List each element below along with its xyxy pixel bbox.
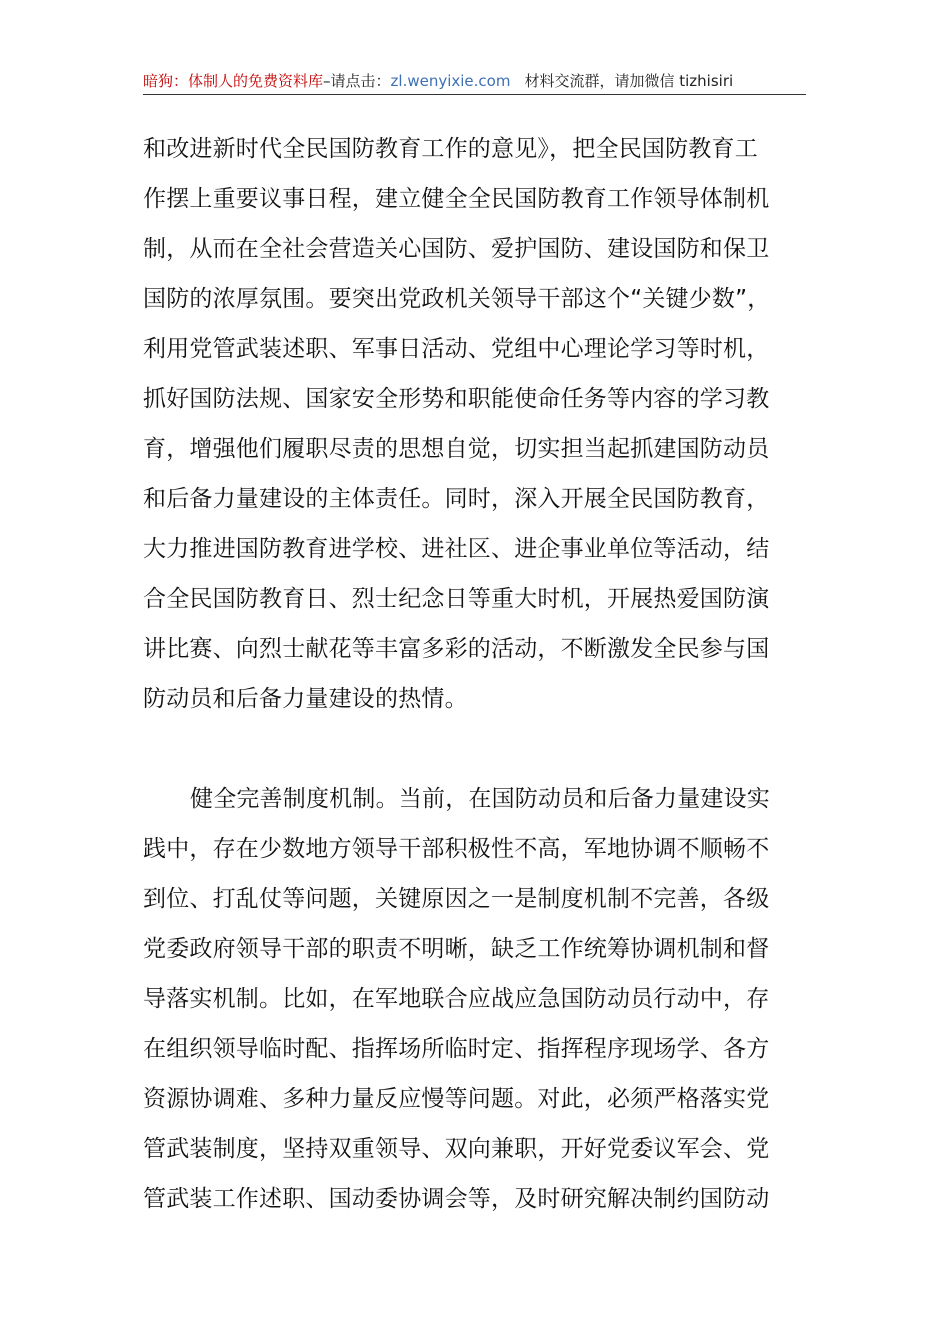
text-line: 党委政府领导干部的职责不明晰，缺乏工作统筹协调机制和督	[143, 936, 770, 962]
text-line: 导落实机制。比如，在军地联合应战应急国防动员行动中，存	[143, 986, 770, 1012]
text-line: 抓好国防法规、国家安全形势和职能使命任务等内容的学习教	[143, 386, 770, 412]
text-line: 和改进新时代全民国防教育工作的意见》，把全民国防教育工	[143, 136, 758, 162]
text-line: 健全完善制度机制。当前，在国防动员和后备力量建设实	[190, 786, 770, 812]
text-line: 到位、打乱仗等问题，关键原因之一是制度机制不完善，各级	[143, 886, 770, 912]
text-line: 在组织领导临时配、指挥场所临时定、指挥程序现场学、各方	[143, 1036, 770, 1062]
paragraph-spacer	[143, 724, 813, 774]
text-line: 讲比赛、向烈士献花等丰富多彩的活动，不断激发全民参与国	[143, 636, 770, 662]
paragraph-1	[143, 124, 813, 724]
text-line: 利用党管武装述职、军事日活动、党组中心理论学习等时机，	[143, 336, 770, 362]
header-click-prompt: –请点击：	[323, 72, 391, 90]
header-brand: 暗狗：体制人的免费资料库	[143, 72, 324, 90]
paragraph-2	[143, 774, 813, 1224]
document-body	[143, 124, 813, 1224]
text-line: 作摆上重要议事日程，建立健全全民国防教育工作领导体制机	[143, 186, 770, 212]
text-line: 防动员和后备力量建设的热情。	[143, 686, 468, 712]
text-line: 育，增强他们履职尽责的思想自觉，切实担当起抓建国防动员	[143, 436, 770, 462]
text-line: 和后备力量建设的主体责任。同时，深入开展全民国防教育，	[143, 486, 770, 512]
text-line: 合全民国防教育日、烈士纪念日等重大时机，开展热爱国防演	[143, 586, 770, 612]
header-contact: 材料交流群，请加微信 tizhisiri	[524, 72, 734, 90]
text-line: 管武装工作述职、国动委协调会等，及时研究解决制约国防动	[143, 1186, 770, 1212]
text-line: 大力推进国防教育进学校、进社区、进企事业单位等活动，结	[143, 536, 770, 562]
text-line: 践中，存在少数地方领导干部积极性不高，军地协调不顺畅不	[143, 836, 770, 862]
header-url-link[interactable]: zl.wenyixie.com	[390, 72, 511, 90]
page-header	[143, 70, 806, 95]
text-line: 制，从而在全社会营造关心国防、爱护国防、建设国防和保卫	[143, 236, 770, 262]
text-line: 国防的浓厚氛围。要突出党政机关领导干部这个“关键少数”，	[143, 286, 771, 312]
text-line: 管武装制度，坚持双重领导、双向兼职，开好党委议军会、党	[143, 1136, 770, 1162]
text-line: 资源协调难、多种力量反应慢等问题。对此，必须严格落实党	[143, 1086, 770, 1112]
